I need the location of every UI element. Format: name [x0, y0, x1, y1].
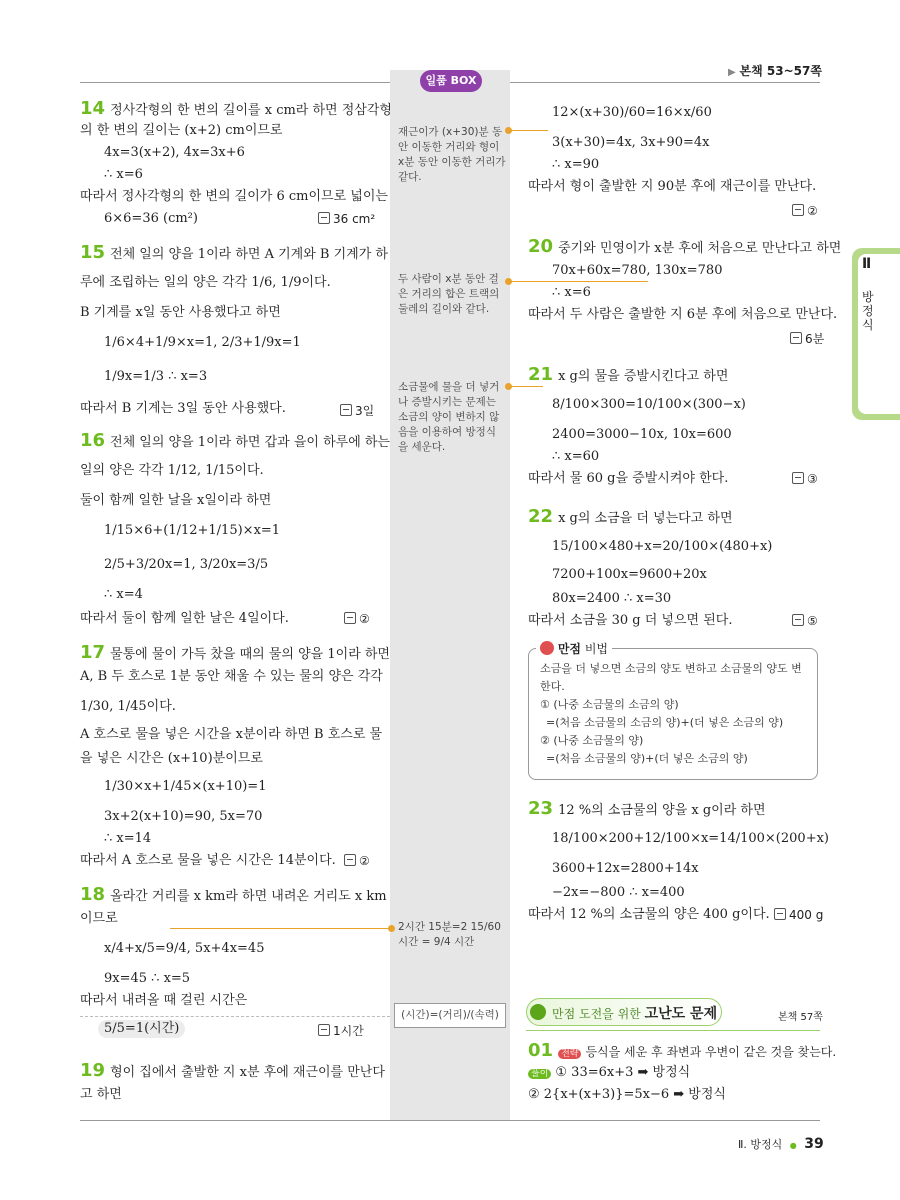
bottom-rule: [80, 1120, 820, 1121]
challenge-title: 만점 도전을 위한 고난도 문제: [552, 1006, 718, 1022]
p14-line2: 의 한 변의 길이는 (x+2) cm이므로: [80, 123, 283, 138]
connector-dot-19: [505, 127, 512, 134]
p20-line3: ∴ x=6: [552, 285, 591, 300]
challenge-rule: [526, 1030, 820, 1031]
p18-answer: 1시간: [318, 1022, 364, 1039]
p19c-line3: ∴ x=90: [552, 157, 600, 172]
p14-line5: 따라서 정사각형의 한 변의 길이가 6 cm이므로 넓이는: [80, 189, 388, 204]
side-note-column: [390, 70, 510, 1120]
box-badge: 일품 BOX: [420, 70, 482, 92]
p18-line1: 18 올라간 거리를 x km라 하면 내려온 거리도 x km: [80, 884, 387, 905]
p20-line1: 20 중기와 민영이가 x분 후에 처음으로 만난다고 하면: [528, 236, 842, 257]
p15-line5: 1/9x=1/3 ∴ x=3: [104, 369, 208, 384]
p21-line5: 따라서 물 60 g을 증발시켜야 한다.: [528, 471, 729, 486]
c01-line3: ② 2{x+(x+3)}=5x−6 ➡ 방정식: [528, 1087, 726, 1102]
p20-line2: 70x+60x=780, 130x=780: [552, 263, 723, 278]
p19c-line1: 12×(x+30)/60=16×x/60: [552, 105, 712, 120]
connector-dot-20: [505, 278, 512, 285]
p22-line1: 22 x g의 소금을 더 넣는다고 하면: [528, 506, 733, 527]
note-19: 재근이가 (x+30)분 동안 이동한 거리와 형이 x분 동안 이동한 거리가 같다.: [398, 126, 506, 183]
connector-dot-18: [388, 925, 395, 932]
p18-line2: 이므로: [80, 911, 118, 926]
p17-line2: A, B 두 호스로 1분 동안 채울 수 있는 물의 양은 각각: [80, 669, 383, 684]
p16-line5: 2/5+3/20x=1, 3/20x=3/5: [104, 557, 269, 572]
p23-line1: 23 12 %의 소금물의 양을 x g이라 하면: [528, 798, 766, 819]
connector-20: [508, 281, 648, 282]
c01-line1: 01 전략 등식을 세운 후 좌변과 우변이 같은 것을 찾는다.: [528, 1040, 837, 1061]
p18-line4: 9x=45 ∴ x=5: [104, 971, 191, 986]
challenge-ref: 본책 57쪽: [778, 1012, 823, 1023]
p14-line6: 6×6=36 (cm²): [104, 211, 198, 226]
p14-line4: ∴ x=6: [104, 167, 143, 182]
p14-line1: 14 정사각형의 한 변의 길이를 x cm라 하면 정삼각형: [80, 98, 392, 119]
p17-line4: A 호스로 물을 넣은 시간을 x분이라 하면 B 호스로 물: [80, 727, 383, 742]
p18-divider: [80, 1016, 390, 1017]
p18-line5: 따라서 내려올 때 걸린 시간은: [80, 993, 248, 1008]
p21-line2: 8/100×300=10/100×(300−x): [552, 397, 746, 412]
tip-header: 만점 비법: [536, 640, 612, 657]
p22-line3: 7200+100x=9600+20x: [552, 567, 707, 582]
p15-line2: 루에 조립하는 일의 양은 각각 1/6, 1/9이다.: [80, 275, 331, 290]
challenge-icon: [530, 1004, 546, 1020]
p20-line4: 따라서 두 사람은 출발한 지 6분 후에 처음으로 만난다.: [528, 307, 838, 322]
footer: Ⅱ. 방정식 ● 39: [738, 1136, 824, 1152]
p16-line4: 1/15×6+(1/12+1/15)×x=1: [104, 523, 281, 538]
chapter-side-tab-inner: [858, 254, 900, 414]
p16-line7: 따라서 둘이 함께 일한 날은 4일이다.: [80, 611, 289, 626]
note-20: 두 사람이 x분 동안 걸은 거리의 합은 트랙의 둘레의 길이와 같다.: [398, 273, 500, 315]
p17-line3: 1/30, 1/45이다.: [80, 699, 176, 714]
note-18-time: 2시간 15분=2 15/60 시간 = 9/4 시간: [398, 921, 501, 948]
p18-line3: x/4+x/5=9/4, 5x+4x=45: [104, 941, 265, 956]
chapter-label: 방정식: [862, 290, 874, 332]
p19-answer: ②: [792, 204, 818, 218]
p14-line3: 4x=3(x+2), 4x=3x+6: [104, 145, 245, 160]
note-time-formula: (시간)=(거리)/(속력): [394, 1003, 506, 1028]
p19c-line4: 따라서 형이 출발한 지 90분 후에 재근이를 만난다.: [528, 179, 817, 194]
p14-answer: 36 cm²: [318, 212, 375, 226]
p22-line2: 15/100×480+x=20/100×(480+x): [552, 539, 773, 554]
p19-line1: 19 형이 집에서 출발한 지 x분 후에 재근이를 만난다: [80, 1060, 385, 1081]
connector-dot-21: [505, 383, 512, 390]
p16-line1: 16 전체 일의 양을 1이라 하면 갑과 을이 하루에 하는: [80, 430, 390, 451]
connector-18: [170, 928, 392, 929]
tip-body: 소금을 더 넣으면 소금의 양도 변하고 소금물의 양도 변 한다. ① (나중 소금물의 소금의 양) =(처음 소금물의 소금의 양)+(더 넣은 소금의 양) ② (나중 소금물의 양) =(처음 소금물의 양)+(더 넣은 소금의 양): [540, 662, 802, 765]
p23-line4: −2x=−800 ∴ x=400: [552, 885, 685, 900]
p17-line9: 따라서 A 호스로 물을 넣은 시간은 14분이다.: [80, 853, 336, 868]
p16-line2: 일의 양은 각각 1/12, 1/15이다.: [80, 463, 264, 478]
p17-line8: ∴ x=14: [104, 831, 152, 846]
p22-line5: 따라서 소금을 30 g 더 넣으면 된다.: [528, 613, 733, 628]
p17-line6: 1/30×x+1/45×(x+10)=1: [104, 779, 267, 794]
p17-line1: 17 물통에 물이 가득 찼을 때의 물의 양을 1이라 하면: [80, 642, 390, 663]
p21-line3: 2400=3000−10x, 10x=600: [552, 427, 732, 442]
connector-19: [508, 130, 548, 131]
p23-answer: 400 g: [774, 908, 823, 922]
note-21: 소금물에 물을 더 넣거나 증발시키는 문제는 소금의 양이 변하지 않음을 이용하여 방정식을 세운다.: [398, 381, 500, 453]
p19-line2: 고 하면: [80, 1087, 122, 1102]
p23-line2: 18/100×200+12/100×x=14/100×(200+x): [552, 831, 829, 846]
p23-line5: 따라서 12 %의 소금물의 양은 400 g이다.: [528, 907, 770, 922]
p16-answer: ②: [344, 612, 370, 626]
p15-line4: 1/6×4+1/9×x=1, 2/3+1/9x=1: [104, 335, 301, 350]
p19c-line2: 3(x+30)=4x, 3x+90=4x: [552, 135, 710, 150]
p16-line3: 둘이 함께 일한 날을 x일이라 하면: [80, 493, 272, 508]
p15-line3: B 기계를 x일 동안 사용했다고 하면: [80, 305, 281, 320]
connector-21: [508, 386, 543, 387]
p17-line7: 3x+2(x+10)=90, 5x=70: [104, 809, 263, 824]
p21-answer: ③: [792, 472, 818, 486]
p17-answer: ②: [344, 854, 370, 868]
page-ref: ▶ 본책 53~57쪽: [728, 64, 822, 78]
c01-line2: 풀이 ① 33=6x+3 ➡ 방정식: [528, 1064, 690, 1083]
chapter-roman: Ⅱ: [862, 256, 872, 272]
p15-line6: 따라서 B 기계는 3일 동안 사용했다.: [80, 401, 286, 416]
p18-line6: 5/5=1(시간): [98, 1020, 185, 1038]
p23-line3: 3600+12x=2800+14x: [552, 861, 699, 876]
p22-line4: 80x=2400 ∴ x=30: [552, 591, 672, 606]
p20-answer: 6분: [790, 330, 824, 347]
p17-line5: 을 넣은 시간은 (x+10)분이므로: [80, 751, 263, 766]
p21-line4: ∴ x=60: [552, 449, 600, 464]
p21-line1: 21 x g의 물을 증발시킨다고 하면: [528, 364, 729, 385]
p16-line6: ∴ x=4: [104, 587, 143, 602]
p15-line1: 15 전체 일의 양을 1이라 하면 A 기계와 B 기계가 하: [80, 242, 388, 263]
p22-answer: ⑤: [792, 614, 818, 628]
tip-badge-icon: [540, 641, 554, 655]
p15-answer: 3일: [340, 402, 374, 419]
